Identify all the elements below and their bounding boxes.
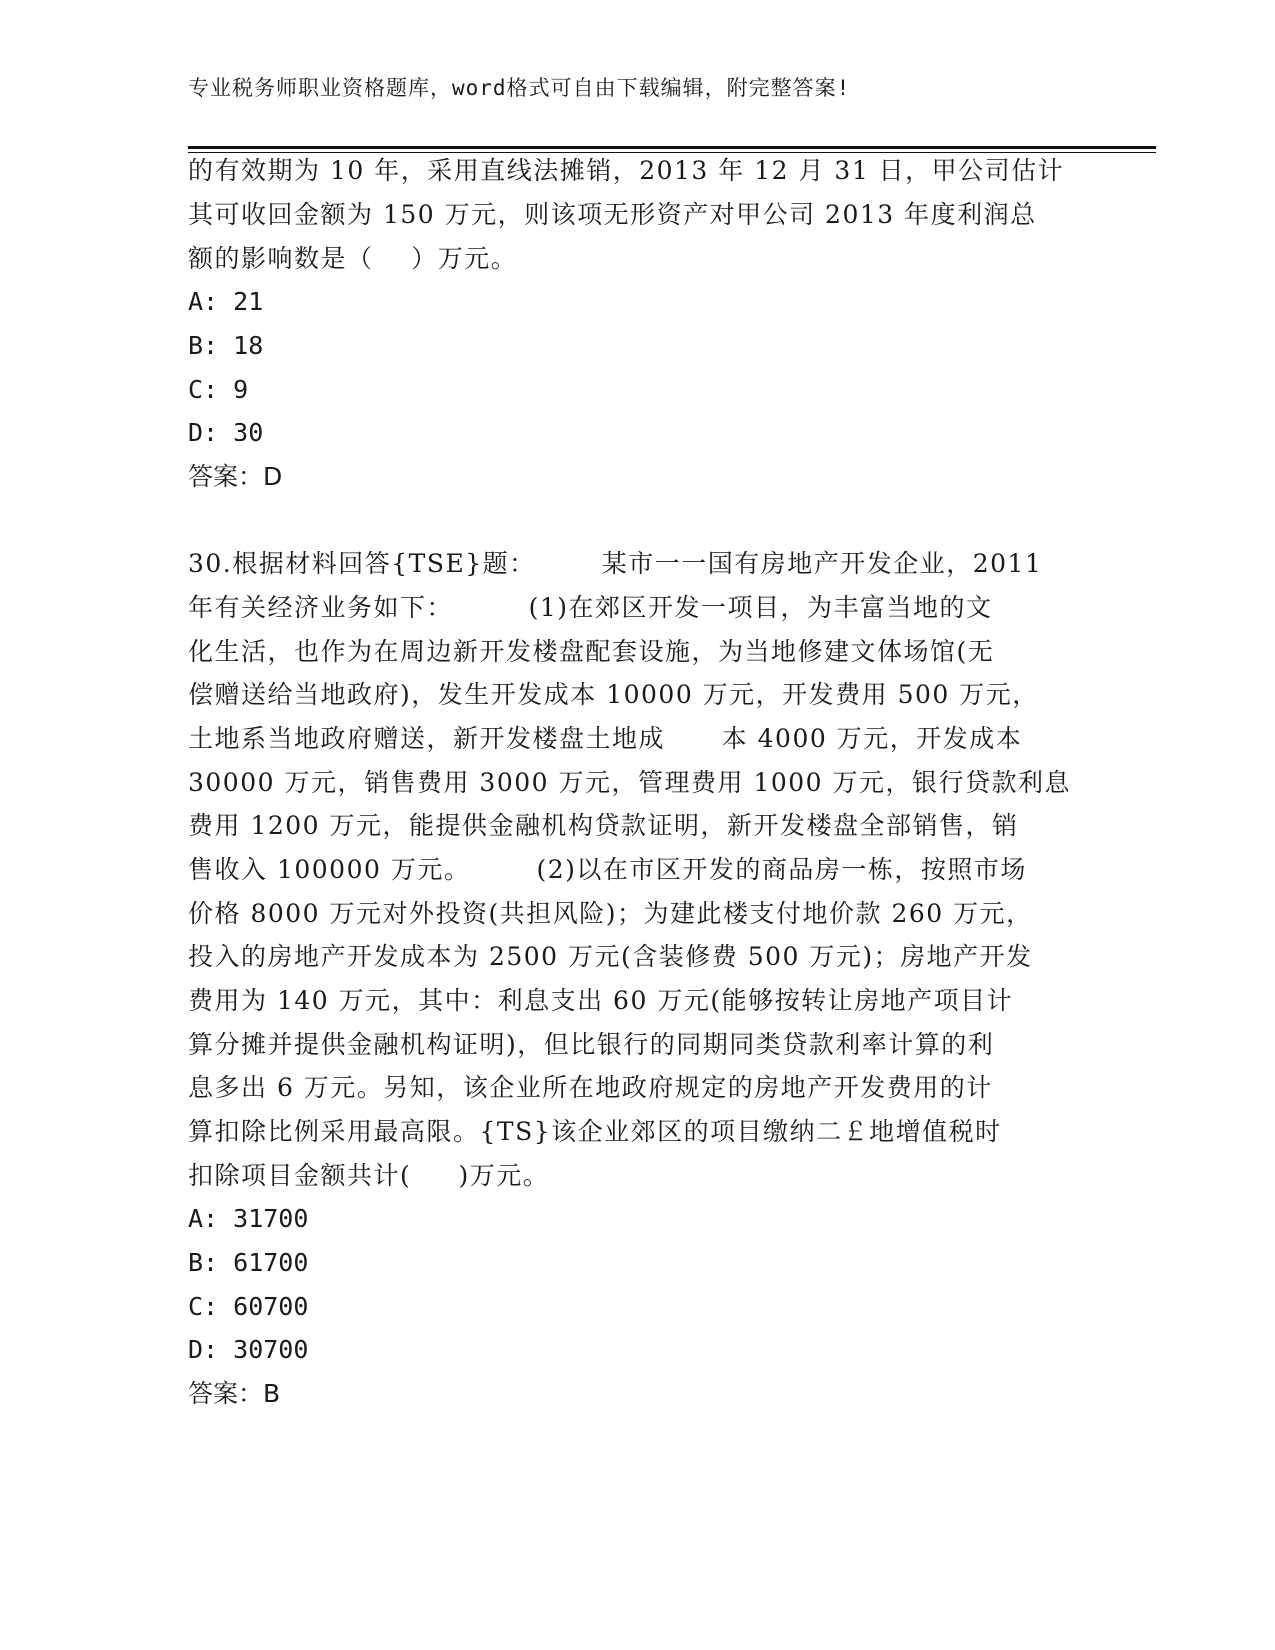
question-30-option-d: D: 30700 bbox=[188, 1335, 309, 1364]
question-29-option-a: A: 21 bbox=[188, 287, 264, 316]
question-30-answer: 答案：B bbox=[188, 1379, 281, 1408]
question-30-line: 化生活，也作为在周边新开发楼盘配套设施，为当地修建文体场馆(无 bbox=[188, 637, 995, 666]
question-30-line: 算扣除比例采用最高限。{TS}该企业郊区的项目缴纳二￡地增值税时 bbox=[188, 1117, 1002, 1146]
question-30-option-c: C: 60700 bbox=[188, 1292, 309, 1321]
question-30-line: 年有关经济业务如下： (1)在郊区开发一项目，为丰富当地的文 bbox=[188, 593, 993, 622]
question-30-line: 投入的房地产开发成本为 2500 万元(含装修费 500 万元)；房地产开发 bbox=[188, 942, 1033, 971]
question-30-line: 价格 8000 万元对外投资(共担风险)；为建此楼支付地价款 260 万元， bbox=[188, 899, 1033, 928]
question-29-answer: 答案：D bbox=[188, 462, 283, 491]
question-29-option-b: B: 18 bbox=[188, 331, 264, 360]
question-30-line: 30000 万元，销售费用 3000 万元，管理费用 1000 万元，银行贷款利息 bbox=[188, 768, 1072, 797]
question-29-line: 额的影响数是（ ）万元。 bbox=[188, 244, 518, 273]
page-header: 专业税务师职业资格题库，word格式可自由下载编辑，附完整答案! bbox=[188, 76, 851, 100]
question-30-option-a: A: 31700 bbox=[188, 1204, 309, 1233]
header-divider-thick bbox=[188, 146, 1156, 149]
question-30-line: 费用 1200 万元，能提供金融机构贷款证明，新开发楼盘全部销售，销 bbox=[188, 811, 1019, 840]
question-30-line: 30.根据材料回答{TSE}题： 某市一一国有房地产开发企业，2011 bbox=[188, 549, 1043, 578]
question-30-line: 土地系当地政府赠送，新开发楼盘土地成 本 4000 万元，开发成本 bbox=[188, 724, 1023, 753]
header-divider-thin bbox=[188, 152, 1156, 153]
question-29-line: 其可收回金额为 150 万元，则该项无形资产对甲公司 2013 年度利润总 bbox=[188, 200, 1037, 229]
question-30-line: 费用为 140 万元，其中：利息支出 60 万元(能够按转让房地产项目计 bbox=[188, 986, 1014, 1015]
question-30-line: 扣除项目金额共计( )万元。 bbox=[188, 1161, 550, 1190]
question-29-option-c: C: 9 bbox=[188, 375, 249, 404]
question-30-line: 算分摊并提供金融机构证明)，但比银行的同期同类贷款利率计算的利 bbox=[188, 1030, 995, 1059]
question-30-line: 偿赠送给当地政府)，发生开发成本 10000 万元，开发费用 500 万元， bbox=[188, 680, 1039, 709]
question-30-line: 售收入 100000 万元。 (2)以在市区开发的商品房一栋，按照市场 bbox=[188, 855, 1027, 884]
question-30-option-b: B: 61700 bbox=[188, 1248, 309, 1277]
question-29-option-d: D: 30 bbox=[188, 418, 264, 447]
question-29-line: 的有效期为 10 年，采用直线法摊销，2013 年 12 月 31 日，甲公司估计 bbox=[188, 156, 1065, 185]
question-30-line: 息多出 6 万元。另知，该企业所在地政府规定的房地产开发费用的计 bbox=[188, 1073, 993, 1102]
